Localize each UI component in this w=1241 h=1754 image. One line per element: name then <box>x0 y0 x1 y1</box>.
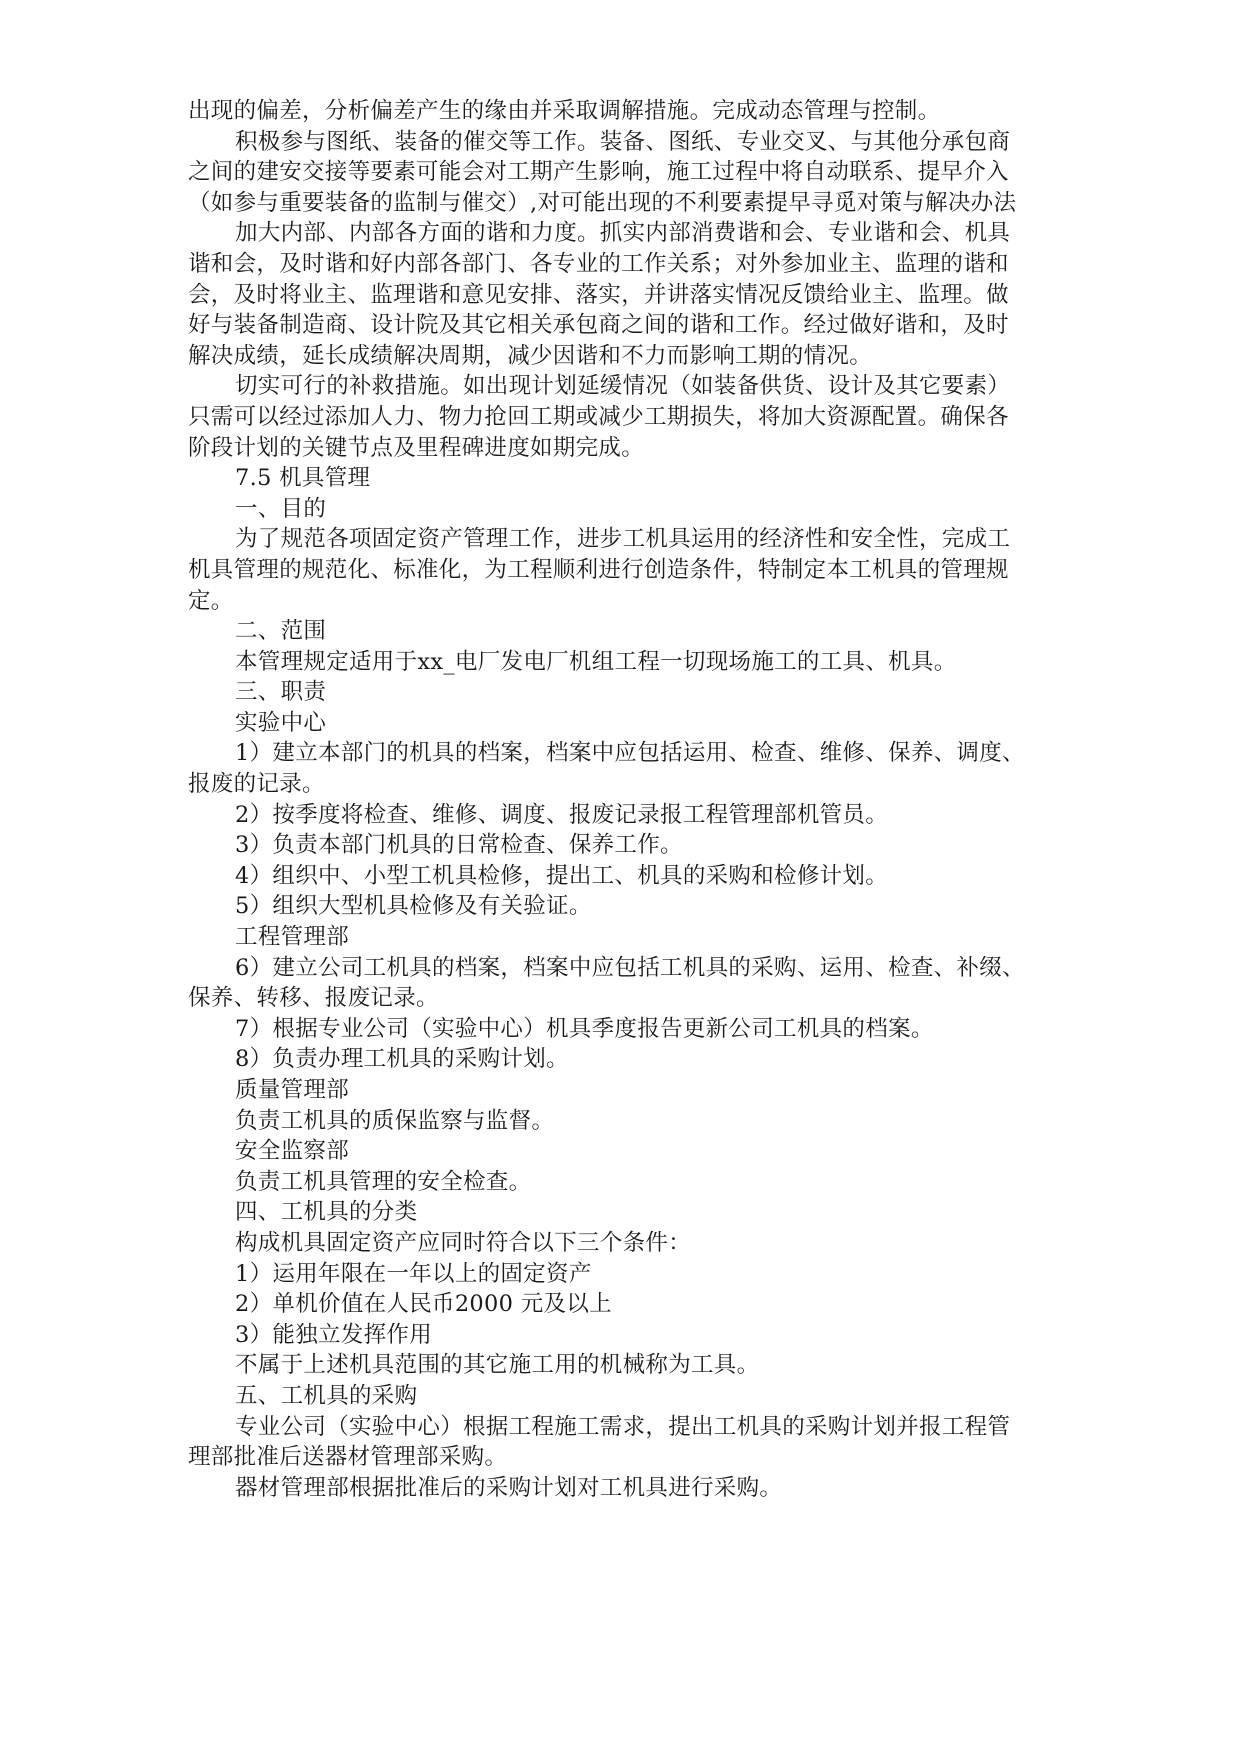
text-line: 积极参与图纸、装备的催交等工作。装备、图纸、专业交叉、与其他分承包商 <box>235 128 1011 155</box>
text-line: 7）根据专业公司（实验中心）机具季度报告更新公司工机具的档案。 <box>235 1015 934 1042</box>
text-line: 之间的建安交接等要素可能会对工期产生影响，施工过程中将自动联系、提早介入 <box>188 159 1009 186</box>
text-line: 实验中心 <box>235 709 327 736</box>
text-line: 理部批准后送器材管理部采购。 <box>188 1444 508 1471</box>
text-line: 器材管理部根据批准后的采购计划对工机具进行采购。 <box>235 1474 783 1501</box>
text-line: 谐和会，及时谐和好内部各部门、各专业的工作关系；对外参加业主、监理的谐和 <box>188 250 1009 277</box>
text-line: 五、工机具的采购 <box>235 1382 418 1409</box>
text-line: 1）建立本部门的机具的档案，档案中应包括运用、检查、维修、保养、调度、 <box>235 740 1025 767</box>
text-line: 负责工机具管理的安全检查。 <box>235 1168 532 1195</box>
text-line: 好与装备制造商、设计院及其它相关承包商之间的谐和工作。经过做好谐和，及时 <box>188 312 1009 339</box>
document-body <box>188 96 1088 1503</box>
text-line: 不属于上述机具范围的其它施工用的机械称为工具。 <box>235 1352 760 1379</box>
text-line: 会，及时将业主、监理谐和意见安排、落实，并讲落实情况反馈给业主、监理。做 <box>188 281 1009 308</box>
text-line: 三、职责 <box>235 679 327 706</box>
text-line: 质量管理部 <box>235 1077 350 1103</box>
text-line: 报废的记录。 <box>188 771 325 798</box>
text-line: 四、工机具的分类 <box>235 1199 418 1226</box>
text-line: 切实可行的补救措施。如出现计划延缓情况（如装备供货、设计及其它要素） <box>235 373 1011 400</box>
text-line: 阶段计划的关键节点及里程碑进度如期完成。 <box>188 434 645 461</box>
text-line: 本管理规定适用于xx_电厂发电厂机组工程一切现场施工的工具、机具。 <box>235 648 957 675</box>
text-line: 3）负责本部门机具的日常检查、保养工作。 <box>235 832 683 859</box>
text-line: 安全监察部 <box>235 1138 350 1165</box>
text-line: 工程管理部 <box>235 924 350 951</box>
text-line: 负责工机具的质保监察与监督。 <box>235 1107 555 1134</box>
text-line: 3）能独立发挥作用 <box>235 1321 433 1348</box>
text-line: 2）单机价值在人民币2000 元及以上 <box>235 1291 612 1318</box>
text-line: 7.5 机具管理 <box>235 465 371 492</box>
text-line: 只需可以经过添加人力、物力抢回工期或减少工期损失，将加大资源配置。确保各 <box>188 403 1009 430</box>
text-line: 8）负责办理工机具的采购计划。 <box>235 1046 569 1073</box>
text-line: 定。 <box>188 587 234 614</box>
text-line: 二、范围 <box>235 618 327 645</box>
text-line: 为了规范各项固定资产管理工作，进步工机具运用的经济性和安全性，完成工 <box>235 526 1011 553</box>
text-line: 解决成绩，延长成绩解决周期，减少因谐和不力而影响工期的情况。 <box>188 342 873 369</box>
text-line: 2）按季度将检查、维修、调度、报废记录报工程管理部机管员。 <box>235 801 889 828</box>
text-line: 一、目的 <box>235 495 327 522</box>
text-line: 专业公司（实验中心）根据工程施工需求，提出工机具的采购计划并报工程管 <box>235 1413 1011 1440</box>
text-line: （如参与重要装备的监制与催交）,对可能出现的不利要素提早寻觅对策与解决办法 <box>188 189 1017 216</box>
text-line: 机具管理的规范化、标准化，为工程顺利进行创造条件，特制定本工机具的管理规 <box>188 556 1009 583</box>
text-line: 出现的偏差，分析偏差产生的缘由并采取调解措施。完成动态管理与控制。 <box>188 98 941 124</box>
text-line: 构成机具固定资产应同时符合以下三个条件： <box>235 1229 692 1256</box>
text-line: 5）组织大型机具检修及有关验证。 <box>235 893 592 920</box>
text-line: 4）组织中、小型工机具检修，提出工、机具的采购和检修计划。 <box>235 862 889 889</box>
text-line: 保养、转移、报废记录。 <box>188 985 439 1012</box>
text-line: 加大内部、内部各方面的谐和力度。抓实内部消费谐和会、专业谐和会、机具 <box>235 220 1011 247</box>
text-line: 1）运用年限在一年以上的固定资产 <box>235 1260 592 1287</box>
text-line: 6）建立公司工机具的档案，档案中应包括工机具的采购、运用、检查、补缀、 <box>235 954 1025 981</box>
